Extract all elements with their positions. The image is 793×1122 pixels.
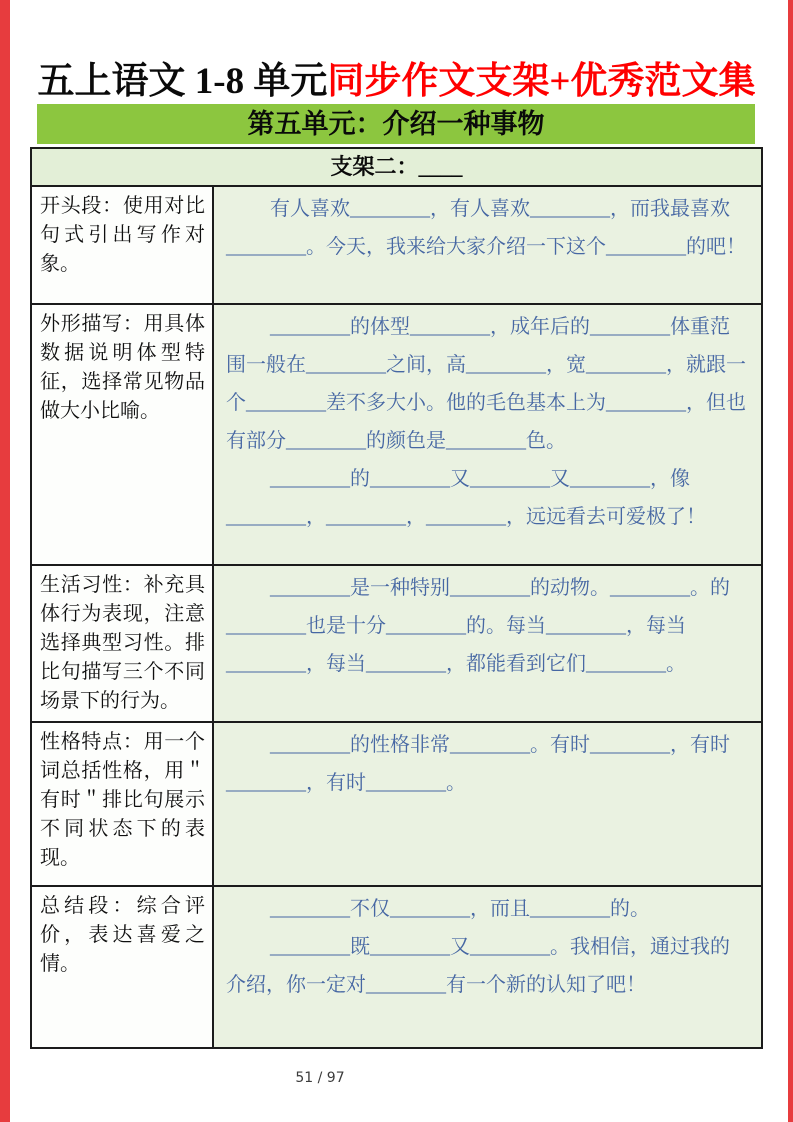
row-fill-conclusion <box>214 887 761 1047</box>
table-row-personality-traits <box>32 723 761 887</box>
table-header-scaffold-two: 支架二：____ <box>32 149 761 187</box>
page-edge-red-strip-right <box>788 0 793 1122</box>
fill-paragraph: ________不仅________，而且________的。 <box>270 898 650 920</box>
fill-paragraph: ________的性格非常________。有时________，有时________，有时________。 <box>226 734 730 794</box>
row-label-habits: 生活习性：补充具体行为表现，注意选择典型习性。排比句描写三个不同场景下的行为。 <box>32 566 214 721</box>
table-row-opening-paragraph <box>32 187 761 305</box>
row-label-conclusion: 总结段：综合评价，表达喜爱之情。 <box>32 887 214 1047</box>
page-number: 51 / 97 <box>295 1070 345 1086</box>
document-title-black: 五上语文 1-8 单元 <box>37 61 328 102</box>
unit-banner: 第五单元：介绍一种事物 <box>37 104 755 144</box>
row-label-opening: 开头段：使用对比句式引出写作对象。 <box>32 187 214 303</box>
fill-paragraph: 有人喜欢________，有人喜欢________，而我最喜欢________。今天，我来给大家介绍一下这个________的吧！ <box>226 198 746 258</box>
table-row-living-habits <box>32 566 761 723</box>
fill-paragraph: ________的体型________，成年后的________体重范围一般在________之间，高________，宽________，就跟一个________差不多大小。他的毛色基本上为________，但也有部分________的颜色是________色。 <box>226 316 746 452</box>
fill-paragraph: ________是一种特别________的动物。________。的________也是十分________的。每当________，每当________，每当________，都能看到它们________。 <box>226 577 730 675</box>
row-fill-opening <box>214 187 761 303</box>
row-fill-habits <box>214 566 761 721</box>
table-row-conclusion <box>32 887 761 1047</box>
page-edge-red-strip-left <box>0 0 10 1122</box>
document-title-red: 同步作文支架+优秀范文集 <box>327 61 756 102</box>
row-fill-appearance <box>214 305 761 564</box>
scaffold-table <box>30 147 763 1049</box>
fill-paragraph: ________既________又________。我相信，通过我的介绍，你一定对________有一个新的认知了吧！ <box>226 936 730 996</box>
fill-paragraph: ________的________又________又________，像________，________，________，远远看去可爱极了！ <box>226 468 706 528</box>
row-label-appearance: 外形描写：用具体数据说明体型特征，选择常见物品做大小比喻。 <box>32 305 214 564</box>
row-label-personality: 性格特点：用一个词总括性格，用＂有时＂排比句展示不同状态下的表现。 <box>32 723 214 885</box>
row-fill-personality <box>214 723 761 885</box>
table-row-appearance-description <box>32 305 761 566</box>
document-title <box>28 50 765 104</box>
